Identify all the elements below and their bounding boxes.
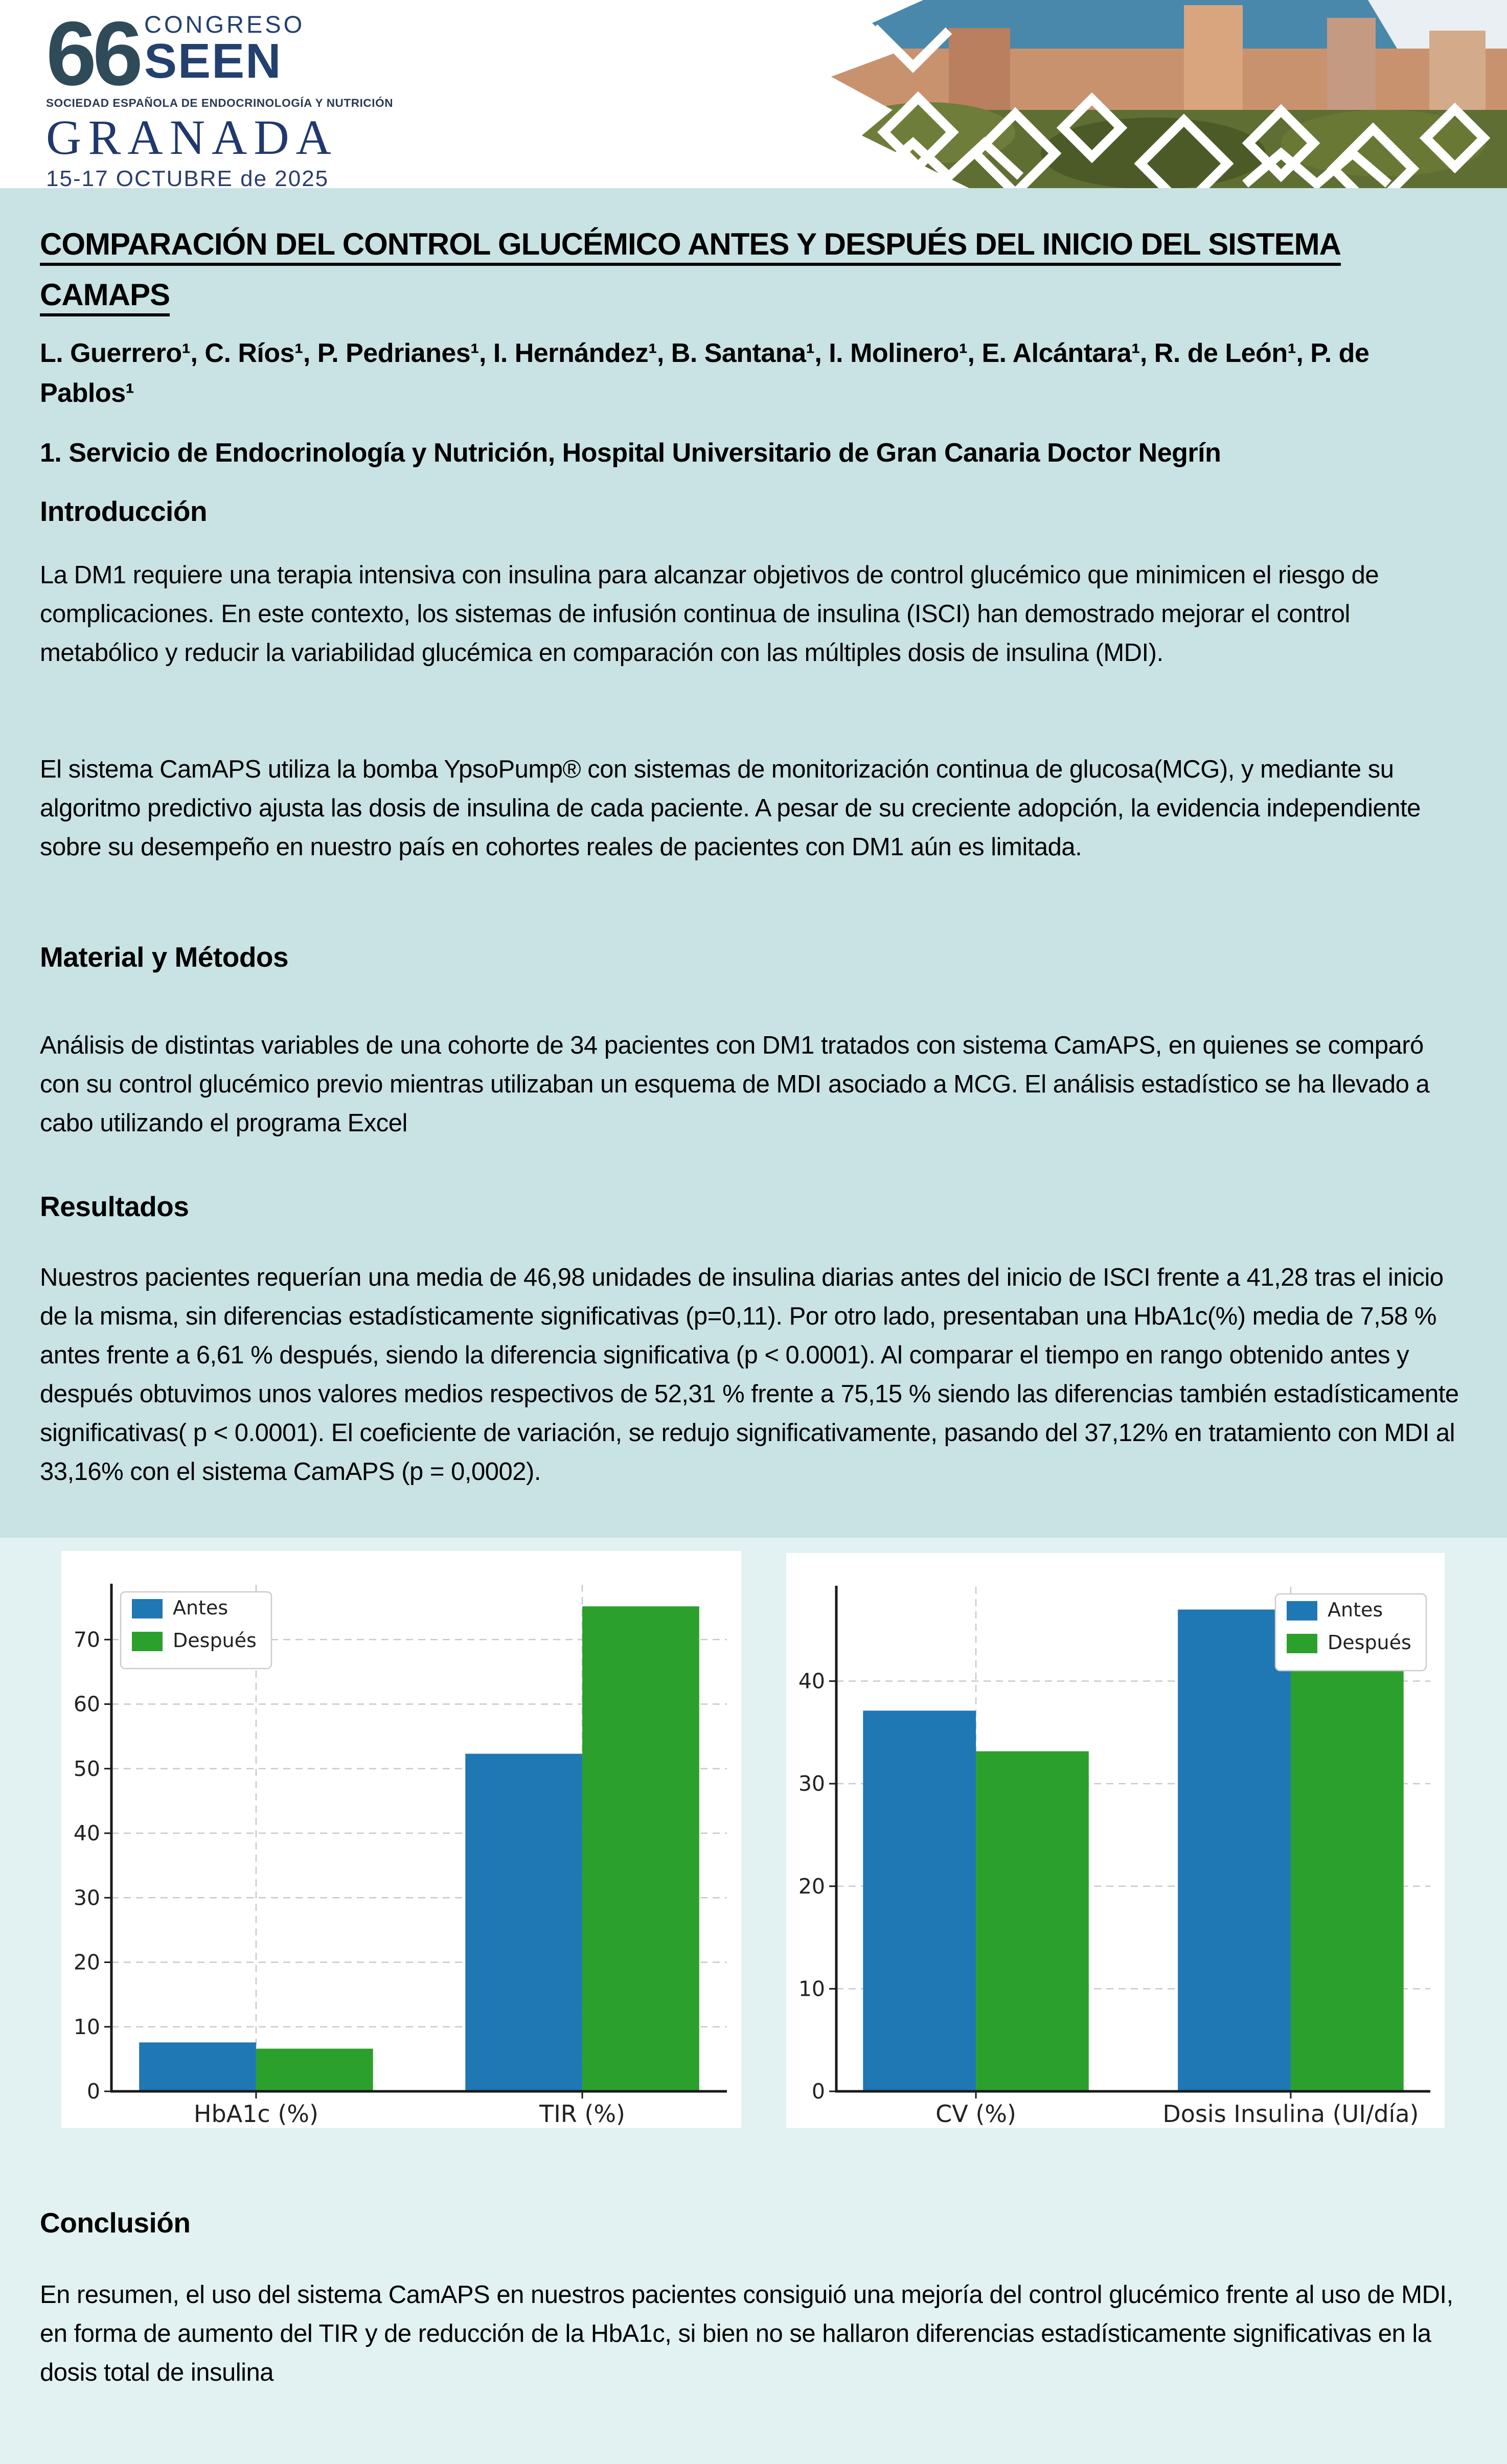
intro-paragraph-2: El sistema CamAPS utiliza la bomba YpsoPump® con sistemas de monitorización continua de glucosa(MCG), y mediante su algoritmo predictivo ajusta las dosis de insulina de cada paciente. A pesar de su creciente adopción, la evidencia independiente sobre su desempeño en nuestro país en cohortes reales de pacientes con DM1 aún es limitada. bbox=[40, 756, 1421, 861]
bar-Después-1 bbox=[582, 1606, 699, 2091]
svg-text:10: 10 bbox=[73, 2014, 100, 2039]
logo-society-subtitle: SOCIEDAD ESPAÑOLA DE ENDOCRINOLOGÍA Y NUTRICIÓN bbox=[46, 96, 394, 109]
bar-Antes-0 bbox=[863, 1710, 976, 2091]
legend-swatch-Después bbox=[1287, 1634, 1317, 1653]
svg-text:30: 30 bbox=[73, 1885, 100, 1910]
svg-text:40: 40 bbox=[73, 1821, 100, 1846]
logo-congreso-text: CONGRESO bbox=[144, 11, 305, 38]
section-heading-resultados: Resultados bbox=[40, 1191, 189, 1222]
logo-congress-dates: 15-17 OCTUBRE de 2025 bbox=[46, 166, 329, 191]
bar-Después-1 bbox=[1291, 1668, 1404, 2091]
affiliation-line: 1. Servicio de Endocrinología y Nutrición, Hospital Universitario de Gran Canaria Doctor Negrín bbox=[40, 438, 1221, 468]
svg-text:40: 40 bbox=[798, 1669, 825, 1694]
legend-swatch-Antes bbox=[132, 1599, 163, 1618]
legend-label-Antes: Antes bbox=[1328, 1599, 1383, 1621]
logo-seen-text: SEEN bbox=[144, 33, 282, 88]
svg-text:Dosis Insulina (UI/día): Dosis Insulina (UI/día) bbox=[1162, 2100, 1419, 2128]
legend-label-Después: Después bbox=[173, 1629, 257, 1652]
alhambra-painting-graphic bbox=[795, 0, 1507, 188]
bar-Antes-1 bbox=[465, 1754, 582, 2091]
congress-logo bbox=[46, 3, 435, 191]
bar-Antes-1 bbox=[1178, 1610, 1291, 2091]
legend-label-Antes: Antes bbox=[173, 1596, 229, 1619]
svg-text:30: 30 bbox=[798, 1771, 825, 1796]
logo-wordmark bbox=[144, 11, 305, 88]
chart-hba1c-tir bbox=[61, 1551, 741, 2128]
logo-city-granada: GRANADA bbox=[46, 109, 338, 165]
logo-66-number: 66 bbox=[46, 3, 139, 104]
legend-swatch-Antes bbox=[1287, 1601, 1317, 1621]
svg-text:TIR (%): TIR (%) bbox=[539, 2100, 625, 2128]
header-band bbox=[7, 0, 1507, 191]
chart-cv-dosis bbox=[786, 1553, 1445, 2128]
intro-paragraph-1: La DM1 requiere una terapia intensiva con insulina para alcanzar objetivos de control glucémico que minimicen el riesgo de complicaciones. En este contexto, los sistemas de infusión continua de insulina (ISCI) han demostrado mejorar el control metabólico y reducir la variabilidad glucémica en comparación con las múltiples dosis de insulina (MDI). bbox=[40, 561, 1379, 667]
bar-Después-0 bbox=[256, 2049, 373, 2091]
results-paragraph: Nuestros pacientes requerían una media de 46,98 unidades de insulina diarias antes del inicio de ISCI frente a 41,28 tras el inicio de la misma, sin diferencias estadísticamente significativas (p=0,11). Por otro lado, presentaban una HbA1c(%) media de 7,58 % antes frente a 6,61 % después, siendo la diferencia significativa (p < 0.0001). Al comparar el tiempo en rango obtenido antes y después obtuvimos unos valores medios respectivos de 52,31 % frente a 75,15 % siendo las diferencias también estadísticamente significativas( p < 0.0001). El coeficiente de variación, se redujo significativamente, pasando del 37,12% en tratamiento con MDI al 33,16% con el sistema CamAPS (p = 0,0002). bbox=[40, 1264, 1459, 1486]
svg-text:60: 60 bbox=[73, 1692, 100, 1717]
svg-text:20: 20 bbox=[73, 1950, 100, 1975]
section-heading-conclusion: Conclusión bbox=[40, 2207, 191, 2239]
svg-text:70: 70 bbox=[73, 1627, 100, 1652]
legend-label-Después: Después bbox=[1328, 1631, 1411, 1654]
bar-Después-0 bbox=[976, 1751, 1089, 2091]
methods-paragraph: Análisis de distintas variables de una cohorte de 34 pacientes con DM1 tratados con sistema CamAPS, en quienes se comparó con su control glucémico previo mientras utilizaban un esquema de MDI asociado a MCG. El análisis estadístico se ha llevado a cabo utilizando el programa Excel bbox=[40, 1032, 1430, 1137]
svg-text:50: 50 bbox=[73, 1756, 100, 1781]
section-heading-introduccion: Introducción bbox=[40, 495, 208, 527]
svg-text:20: 20 bbox=[798, 1874, 825, 1899]
authors-line: L. Guerrero¹, C. Ríos¹, P. Pedrianes¹, I. Hernández¹, B. Santana¹, I. Molinero¹, E. Alcántara¹, R. de León¹, P. de Pablos¹ bbox=[40, 338, 1369, 408]
section-heading-material-metodos: Material y Métodos bbox=[40, 941, 289, 973]
svg-text:10: 10 bbox=[798, 1976, 825, 2001]
conclusion-paragraph: En resumen, el uso del sistema CamAPS en nuestros pacientes consiguió una mejoría del control glucémico frente al uso de MDI, en forma de aumento del TIR y de reducción de la HbA1c, si bien no se hallaron diferencias estadísticamente significativas en la dosis total de insulina bbox=[40, 2281, 1453, 2386]
svg-text:0: 0 bbox=[811, 2079, 825, 2104]
granada-alhambra-artwork bbox=[795, 0, 1507, 188]
svg-text:0: 0 bbox=[86, 2079, 100, 2104]
legend-swatch-Después bbox=[132, 1632, 163, 1651]
poster-title: COMPARACIÓN DEL CONTROL GLUCÉMICO ANTES Y DESPUÉS DEL INICIO DEL SISTEMA CAMAPS bbox=[40, 227, 1341, 312]
bar-Antes-0 bbox=[139, 2042, 256, 2091]
svg-text:CV (%): CV (%) bbox=[935, 2100, 1016, 2128]
svg-text:HbA1c (%): HbA1c (%) bbox=[193, 2100, 318, 2128]
